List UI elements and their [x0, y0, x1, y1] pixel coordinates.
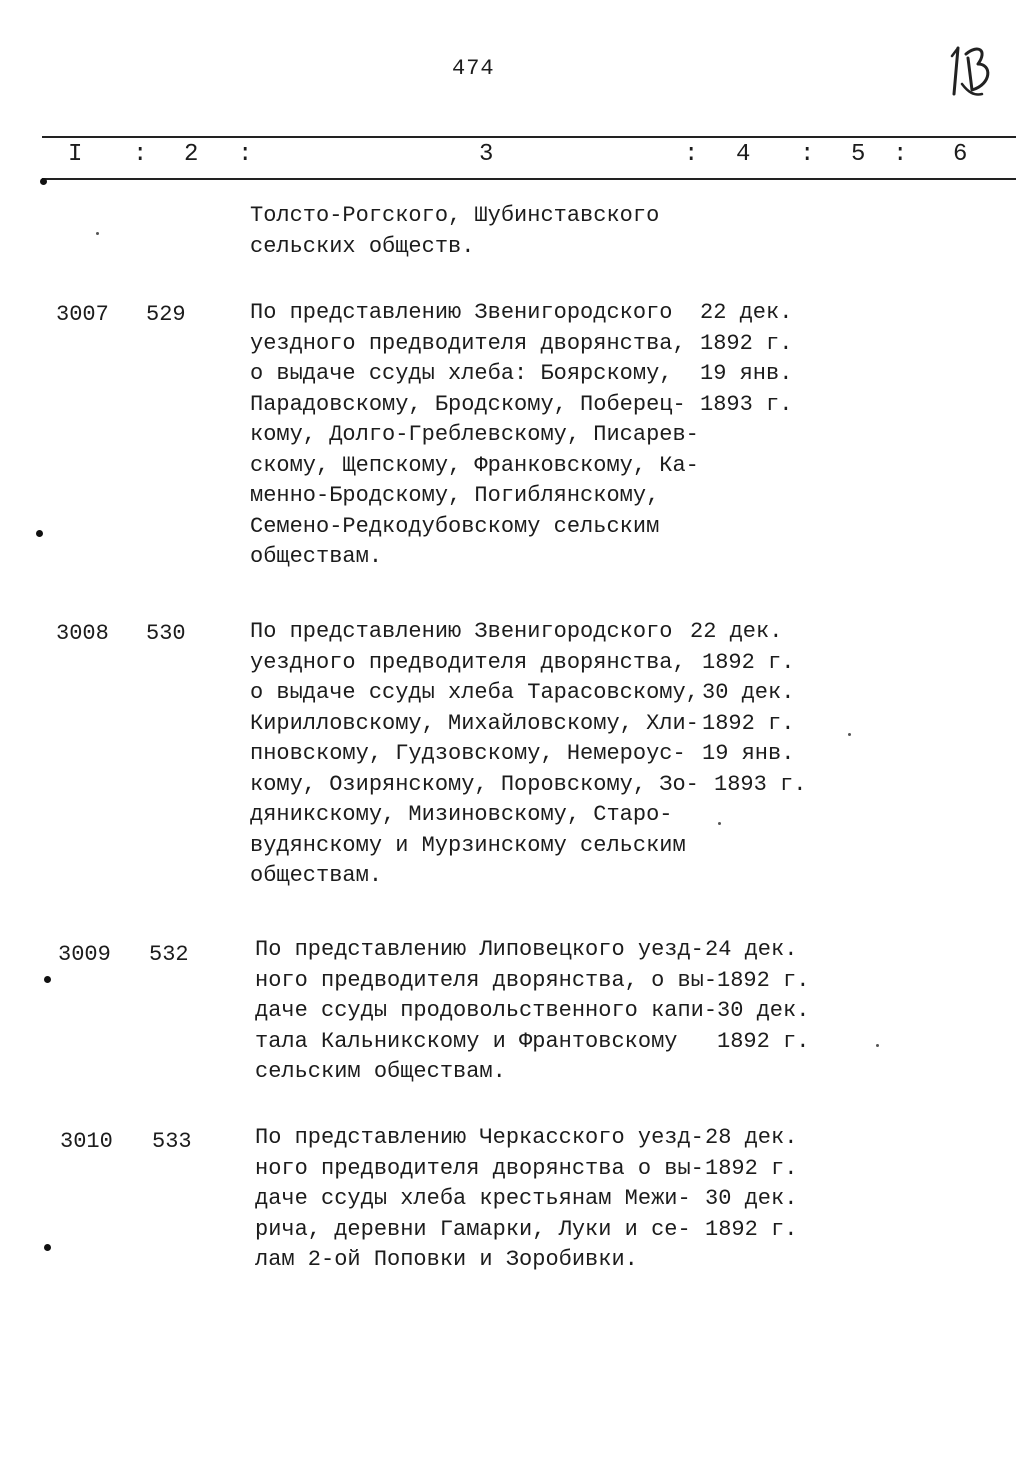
- column-header-5: 5: [851, 141, 866, 168]
- case-number: 533: [152, 1129, 192, 1154]
- entry-description: [250, 298, 710, 573]
- header-bottom-rule: [42, 178, 1016, 180]
- scan-speck: [848, 733, 851, 736]
- text-line: кому, Долго-Греблевскому, Писарев-: [250, 422, 699, 447]
- column-header-4: 4: [736, 141, 751, 168]
- text-line: обществам.: [250, 863, 383, 888]
- date-line: 30 дек.: [702, 680, 795, 705]
- text-line: ного предводителя дворянства о вы-: [255, 1155, 704, 1181]
- text-line: Парадовскому, Бродскому, Поберец-: [250, 391, 686, 417]
- case-number: 530: [146, 621, 186, 646]
- date-line: 30 дек.: [705, 1186, 798, 1211]
- date-line: 1892 г.: [705, 1216, 798, 1242]
- text-line: Семено-Редкодубовскому сельским: [250, 513, 660, 539]
- scan-speck: [36, 530, 43, 537]
- entry-dates: [705, 1123, 797, 1245]
- text-line: о выдаче ссуды хлеба Тарасовскому,: [250, 680, 699, 705]
- text-line: даче ссуды хлеба крестьянам Межи-: [255, 1186, 691, 1211]
- entry-description: [255, 1123, 715, 1276]
- text-line: Толсто-Рогского, Шубинставского: [250, 203, 660, 228]
- page-number: 474: [452, 56, 495, 81]
- text-line: менно-Бродскому, Погиблянскому,: [250, 483, 660, 508]
- entry-description: [250, 617, 710, 892]
- handwritten-folio-mark: [948, 40, 998, 100]
- text-line: сельских обществ.: [250, 233, 475, 259]
- case-number: 532: [149, 942, 189, 967]
- date-line: 1893 г.: [700, 391, 793, 417]
- entry-description: [255, 935, 718, 1088]
- scan-speck: [44, 976, 51, 983]
- header-top-rule: [42, 136, 1016, 138]
- item-number: 3010: [60, 1129, 113, 1154]
- text-line: По представлению Черкасского уезд-: [255, 1125, 704, 1150]
- text-line: сельским обществам.: [255, 1059, 506, 1084]
- column-header-separator: :: [684, 141, 699, 168]
- column-header-3: 3: [479, 141, 494, 168]
- column-header-1: I: [68, 141, 83, 168]
- item-number: 3009: [58, 942, 111, 967]
- date-line: 1892 г.: [717, 967, 810, 993]
- date-line: 28 дек.: [705, 1125, 798, 1150]
- text-line: рича, деревни Гамарки, Луки и се-: [255, 1216, 691, 1242]
- scan-speck: [876, 1044, 879, 1047]
- text-line: По представлению Липовецкого уезд-: [255, 937, 704, 962]
- date-line: 1893 г.: [714, 771, 807, 797]
- text-line: обществам.: [250, 544, 383, 569]
- text-line: даче ссуды продовольственного капи-: [255, 998, 718, 1023]
- column-header-separator: :: [133, 141, 148, 168]
- text-line: о выдаче ссуды хлеба: Боярскому,: [250, 361, 673, 386]
- scan-speck: [44, 1244, 51, 1251]
- date-line: 1892 г.: [700, 330, 793, 356]
- text-line: пновскому, Гудзовскому, Немероус-: [250, 741, 686, 766]
- scan-speck: [96, 232, 99, 235]
- text-line: кому, Озирянскому, Поровскому, Зо-: [250, 771, 699, 797]
- text-line: Кирилловскому, Михайловскому, Хли-: [250, 710, 699, 736]
- continuation-text: [250, 201, 710, 262]
- date-line: 22 дек.: [690, 619, 783, 644]
- text-line: лам 2-ой Поповки и Зоробивки.: [255, 1247, 638, 1272]
- text-line: ного предводителя дворянства, о вы-: [255, 967, 718, 993]
- date-line: 22 дек.: [700, 300, 793, 325]
- column-header-2: 2: [184, 141, 199, 168]
- scan-speck: [40, 178, 47, 185]
- date-line: 30 дек.: [717, 998, 810, 1023]
- text-line: тала Кальникскому и Франтовскому: [255, 1028, 678, 1054]
- text-line: По представлению Звенигородского: [250, 300, 673, 325]
- date-line: 1892 г.: [702, 649, 795, 675]
- column-header-separator: :: [800, 141, 815, 168]
- date-line: 1892 г.: [705, 1155, 798, 1181]
- scan-speck: [718, 822, 721, 825]
- text-line: дяникскому, Мизиновскому, Старо-: [250, 802, 673, 827]
- entry-dates: [705, 935, 809, 1057]
- text-line: По представлению Звенигородского: [250, 619, 673, 644]
- text-line: вудянскому и Мурзинскому сельским: [250, 832, 686, 858]
- column-header-6: 6: [953, 141, 968, 168]
- item-number: 3007: [56, 302, 109, 327]
- entry-dates: [690, 617, 806, 800]
- date-line: 1892 г.: [702, 710, 795, 736]
- text-line: уездного предводителя дворянства,: [250, 330, 686, 356]
- text-line: скому, Щепскому, Франковскому, Ка-: [250, 452, 699, 478]
- text-line: уездного предводителя дворянства,: [250, 649, 686, 675]
- case-number: 529: [146, 302, 186, 327]
- date-line: 24 дек.: [705, 937, 798, 962]
- column-header-separator: :: [893, 141, 908, 168]
- item-number: 3008: [56, 621, 109, 646]
- entry-dates: [700, 298, 792, 420]
- date-line: 19 янв.: [702, 741, 795, 766]
- date-line: 19 янв.: [700, 361, 793, 386]
- date-line: 1892 г.: [717, 1028, 810, 1054]
- column-header-separator: :: [238, 141, 253, 168]
